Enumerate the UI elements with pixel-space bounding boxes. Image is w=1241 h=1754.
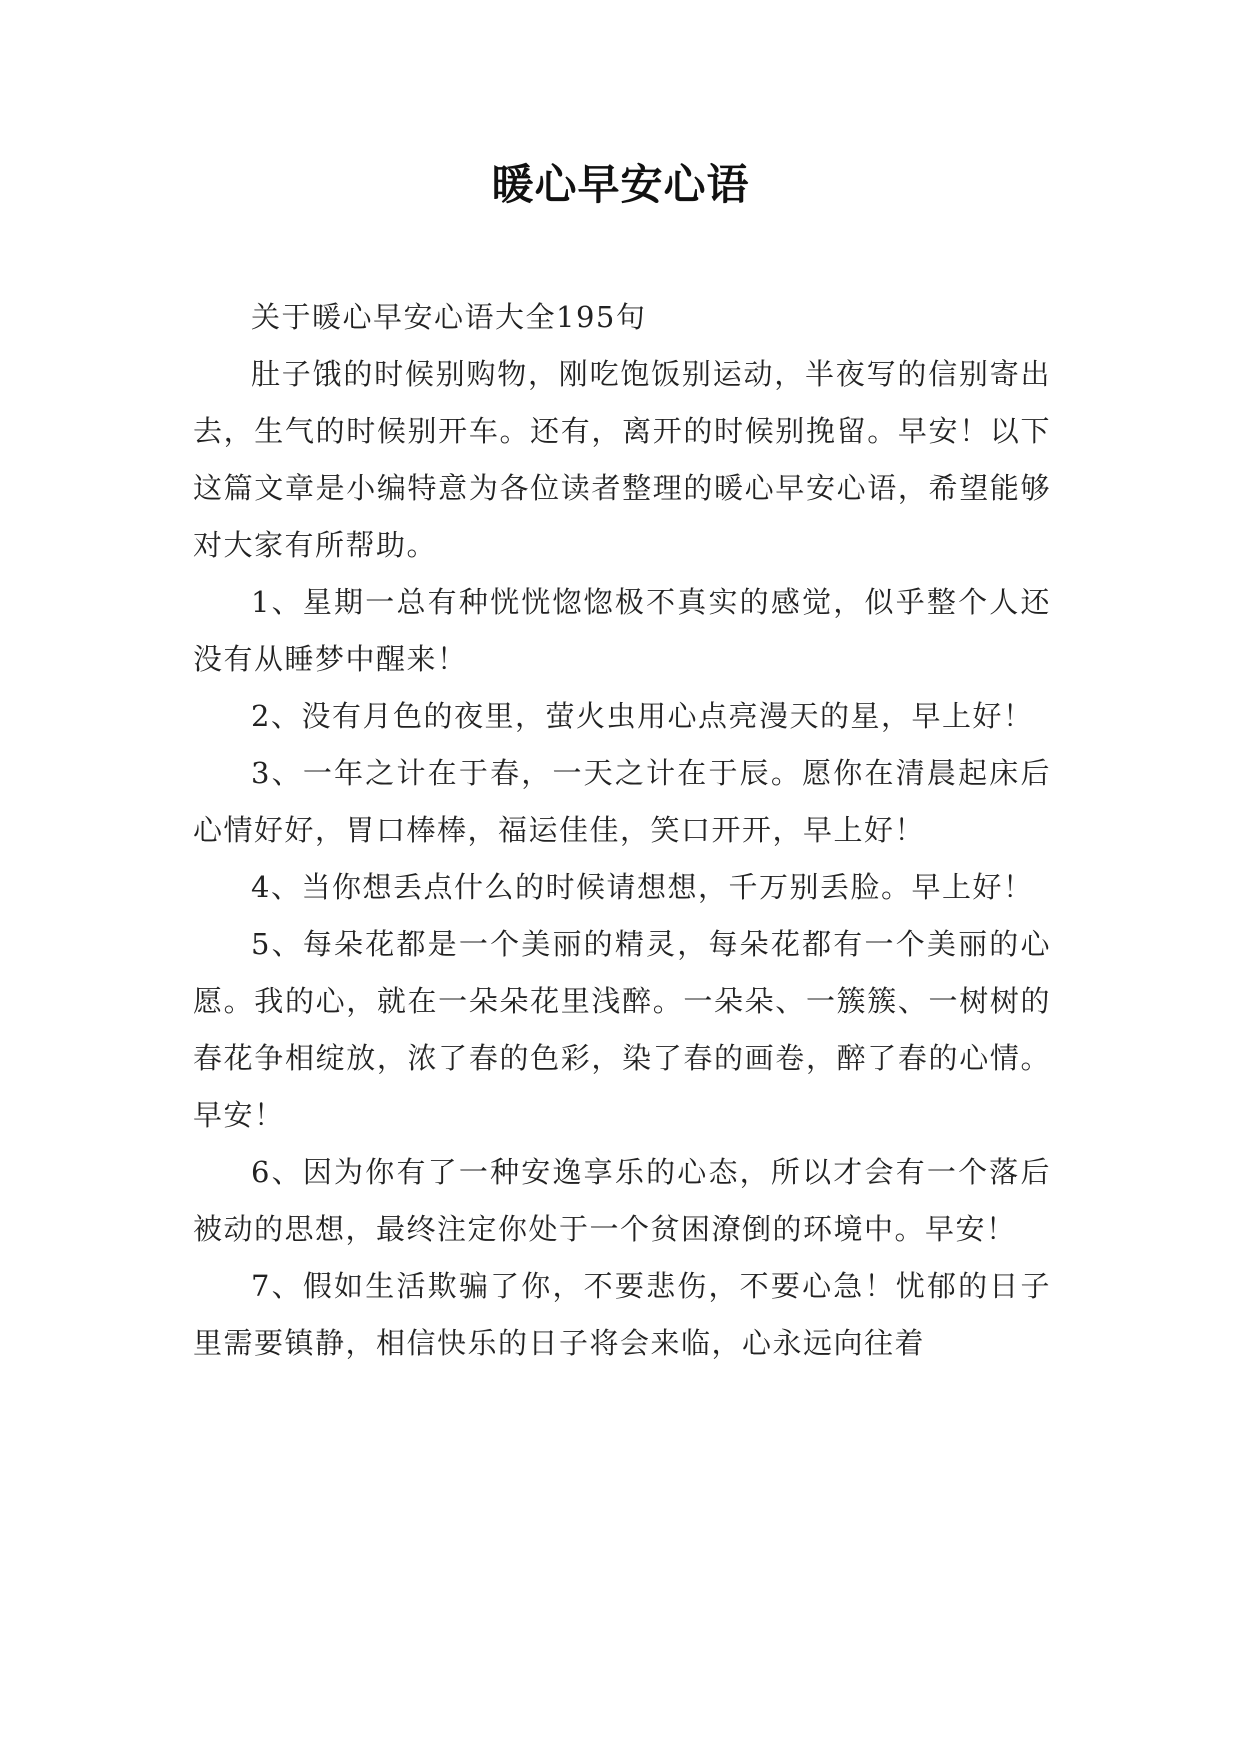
paragraph-item-3: 3、一年之计在于春，一天之计在于辰。愿你在清晨起床后心情好好，胃口棒棒，福运佳佳，笑口开开，早上好！ — [193, 756, 1051, 847]
paragraph-item-4: 4、当你想丢点什么的时候请想想，千万别丢脸。早上好！ — [251, 870, 1034, 904]
paragraph-item-5: 5、每朵花都是一个美丽的精灵，每朵花都有一个美丽的心愿。我的心，就在一朵朵花里浅醉。一朵朵、一簇簇、一树树的春花争相绽放，浓了春的色彩，染了春的画卷，醉了春的心情。早安！ — [193, 927, 1051, 1132]
paragraph-preface: 肚子饿的时候别购物，刚吃饱饭别运动，半夜写的信别寄出去，生气的时候别开车。还有，离开的时候别挽留。早安！以下这篇文章是小编特意为各位读者整理的暖心早安心语，希望能够对大家有所帮助。 — [193, 357, 1051, 562]
paragraph-item-2: 2、没有月色的夜里，萤火虫用心点亮漫天的星，早上好！ — [251, 699, 1034, 733]
paragraph-item-6: 6、因为你有了一种安逸享乐的心态，所以才会有一个落后被动的思想，最终注定你处于一个贫困潦倒的环境中。早安！ — [193, 1155, 1051, 1246]
document-body — [193, 289, 1051, 1372]
paragraph-intro: 关于暖心早安心语大全195句 — [251, 300, 647, 334]
paragraph-item-7: 7、假如生活欺骗了你，不要悲伤，不要心急！忧郁的日子里需要镇静，相信快乐的日子将会来临，心永远向往着 — [193, 1269, 1051, 1360]
paragraph-item-1: 1、星期一总有种恍恍惚惚极不真实的感觉，似乎整个人还没有从睡梦中醒来！ — [193, 585, 1051, 676]
document-title: 暖心早安心语 — [491, 160, 750, 209]
